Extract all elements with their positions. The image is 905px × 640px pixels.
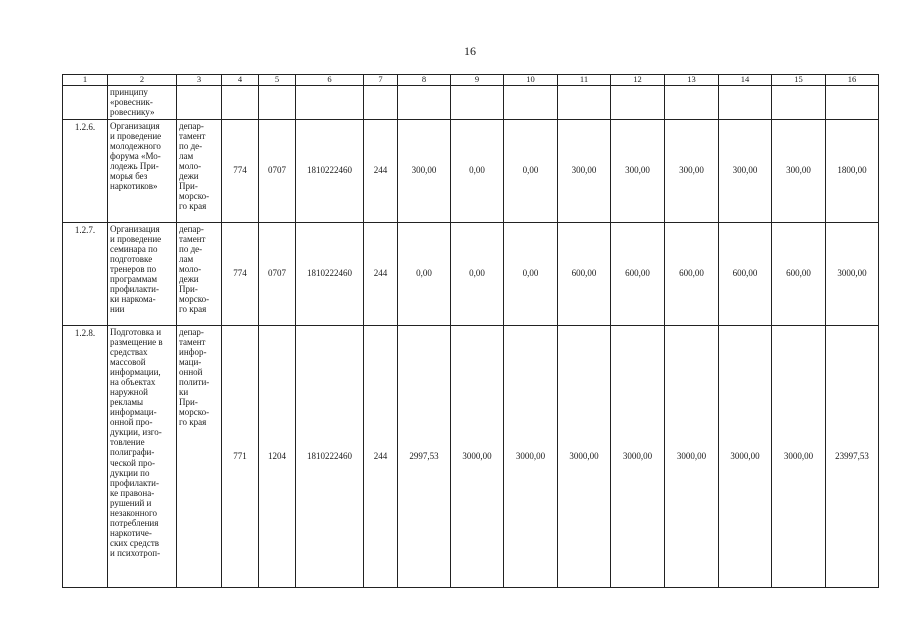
table-cell: 0,00 (504, 222, 558, 325)
item-name: Организация и проведение семинара по подготовке тренеров по программам профилакти- ки наркома- нии (108, 222, 177, 325)
table-cell: 244 (364, 325, 398, 587)
column-number: 16 (826, 75, 879, 86)
table-cell: 771 (222, 325, 259, 587)
table-cell: 600,00 (611, 222, 665, 325)
item-name: принципу «ровесник- ровеснику» (108, 85, 177, 119)
table-cell: 0,00 (398, 222, 451, 325)
table-cell (665, 85, 719, 119)
table-cell: 23997,53 (826, 325, 879, 587)
table-cell: 3000,00 (558, 325, 611, 587)
table-cell: 1810222460 (296, 119, 364, 222)
table-cell: 244 (364, 119, 398, 222)
table-cell: 774 (222, 222, 259, 325)
table-cell (222, 85, 259, 119)
table-cell (772, 85, 826, 119)
table-cell: 3000,00 (504, 325, 558, 587)
column-number: 1 (63, 75, 108, 86)
table-cell (398, 85, 451, 119)
table-cell: 0707 (259, 222, 296, 325)
column-number: 15 (772, 75, 826, 86)
column-number: 7 (364, 75, 398, 86)
item-name: Организация и проведение молодежного форума «Мо- лодежь При- морья без наркотиков» (108, 119, 177, 222)
table-cell (259, 85, 296, 119)
table-cell: 0707 (259, 119, 296, 222)
table-cell (558, 85, 611, 119)
column-number: 5 (259, 75, 296, 86)
item-code: 1.2.6. (63, 119, 108, 222)
page-number: 16 (464, 44, 476, 58)
table-cell: 244 (364, 222, 398, 325)
item-code: 1.2.7. (63, 222, 108, 325)
column-number: 13 (665, 75, 719, 86)
table-cell (611, 85, 665, 119)
table-cell (504, 85, 558, 119)
item-code (63, 85, 108, 119)
table-cell (826, 85, 879, 119)
table-row (63, 85, 879, 119)
table-cell: 600,00 (665, 222, 719, 325)
table-cell: 774 (222, 119, 259, 222)
table-cell: 1204 (259, 325, 296, 587)
table-row (63, 119, 879, 222)
item-name: Подготовка и размещение в средствах массовой информации, на объектах наружной рекламы информаци- онной про- дукции, изго- товление полиграфи- ческой про- дукции по профилакти- ке правона- рушений и незаконного потребления наркотиче- ских средств и психотроп- (108, 325, 177, 587)
column-number: 10 (504, 75, 558, 86)
table-cell: 300,00 (558, 119, 611, 222)
column-number: 11 (558, 75, 611, 86)
table-cell: 300,00 (611, 119, 665, 222)
table-row (63, 222, 879, 325)
item-code: 1.2.8. (63, 325, 108, 587)
column-number: 12 (611, 75, 665, 86)
column-number: 14 (719, 75, 772, 86)
item-executor: депар- тамент по де- лам моло- дежи При- морско- го края (177, 222, 222, 325)
table-cell: 600,00 (558, 222, 611, 325)
table-cell (719, 85, 772, 119)
table-cell: 300,00 (719, 119, 772, 222)
budget-table (62, 74, 879, 588)
table-cell: 3000,00 (665, 325, 719, 587)
table-cell: 3000,00 (826, 222, 879, 325)
table-cell: 0,00 (451, 119, 504, 222)
table-cell: 3000,00 (719, 325, 772, 587)
table-cell: 3000,00 (611, 325, 665, 587)
column-number: 9 (451, 75, 504, 86)
item-executor: депар- тамент инфор- маци- онной полити- ки При- морско- го края (177, 325, 222, 587)
table-cell (364, 85, 398, 119)
table-cell: 1810222460 (296, 222, 364, 325)
table-cell: 600,00 (719, 222, 772, 325)
table-cell (296, 85, 364, 119)
table-cell: 2997,53 (398, 325, 451, 587)
item-executor: депар- тамент по де- лам моло- дежи При- морско- го края (177, 119, 222, 222)
table-cell: 1800,00 (826, 119, 879, 222)
column-number: 8 (398, 75, 451, 86)
table-cell: 1810222460 (296, 325, 364, 587)
table-cell: 0,00 (451, 222, 504, 325)
table-cell: 300,00 (665, 119, 719, 222)
item-executor (177, 85, 222, 119)
table-row (63, 325, 879, 587)
column-number: 3 (177, 75, 222, 86)
table-cell: 3000,00 (772, 325, 826, 587)
header-row (63, 75, 879, 86)
table-cell: 300,00 (772, 119, 826, 222)
column-number: 6 (296, 75, 364, 86)
table-cell: 300,00 (398, 119, 451, 222)
table-cell: 0,00 (504, 119, 558, 222)
column-number: 2 (108, 75, 177, 86)
table-cell (451, 85, 504, 119)
column-number: 4 (222, 75, 259, 86)
table-cell: 600,00 (772, 222, 826, 325)
table-cell: 3000,00 (451, 325, 504, 587)
